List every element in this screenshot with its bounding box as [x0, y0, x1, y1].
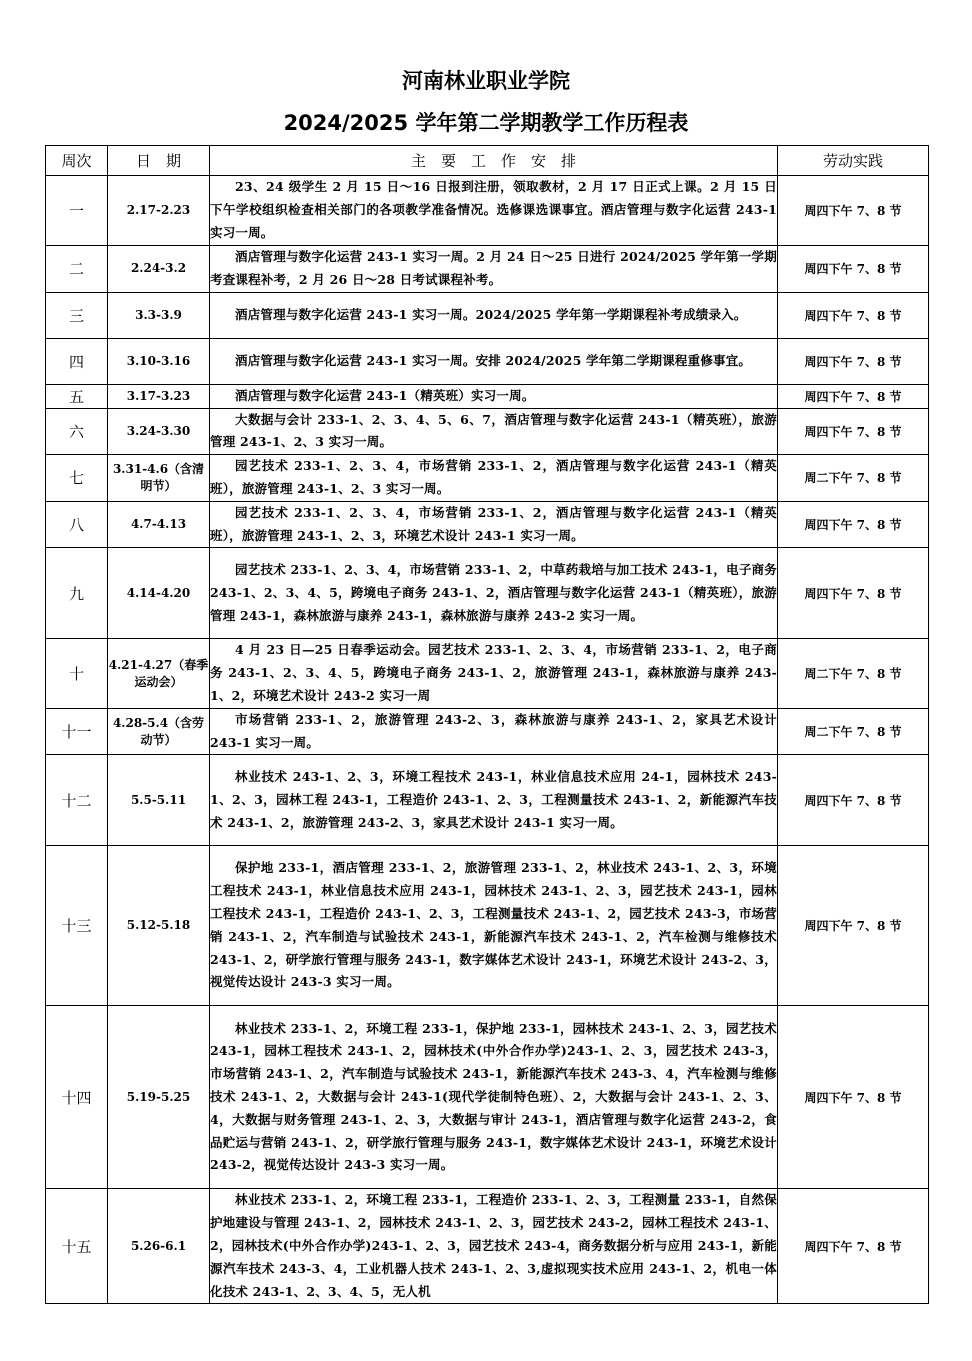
labor-cell: 周四下午 7、8 节 [778, 384, 929, 408]
labor-cell: 周四下午 7、8 节 [778, 292, 929, 338]
labor-cell: 周四下午 7、8 节 [778, 548, 929, 639]
week-cell: 三 [46, 292, 108, 338]
task-text: 酒店管理与数字化运营 243-1 实习一周。安排 2024/2025 学年第二学期课程重修事宜。 [235, 352, 752, 368]
week-cell: 七 [46, 455, 108, 502]
week-cell: 四 [46, 338, 108, 384]
task-text: 23、24 级学生 2 月 15 日～16 日报到注册，领取教材，2 月 17 日正式上课。2 月 15 日下午学校组织检查相关部门的各项教学准备情况。选修课选课事宜。酒店管理与数字化运营 243-1 实习一周。 [210, 179, 777, 240]
labor-cell: 周四下午 7、8 节 [778, 338, 929, 384]
task-cell [210, 176, 778, 246]
task-cell [210, 1189, 778, 1304]
date-cell: 3.10-3.16 [108, 338, 210, 384]
task-text: 大数据与会计 233-1、2、3、4、5、6、7，酒店管理与数字化运营 243-1（精英班），旅游管理 243-1、2、3 实习一周。 [210, 411, 777, 450]
week-cell: 九 [46, 548, 108, 639]
task-text: 酒店管理与数字化运营 243-1 实习一周。2 月 24 日～25 日进行 2024/2025 学年第一学期考查课程补考，2 月 26 日～28 日考试课程补考。 [210, 249, 777, 287]
schedule-table [45, 145, 929, 1304]
table-row [46, 384, 929, 408]
header-labor: 劳动实践 [778, 146, 929, 176]
task-text: 林业技术 233-1、2，环境工程 233-1，保护地 233-1，园林技术 243-1、2、3，园艺技术 243-1，园林工程技术 243-1、2，园林技术(中外合作办学)243-1、2、3，园艺技术 243-3，市场营销 243-1、2，汽车制造与试验技术 243-1，新能源汽车技术 243-3、4，汽车检测与维修技术 243-1、2，大数据与会计 243-1(现代学徒制特色班）、2，大数据与会计 243-1、2、3、4，大数据与财务管理 243-1、2、3，大数据与审计 243-1，酒店管理与数字化运营 243-2，食品贮运与营销 243-1、2，研学旅行管理与服务 243-1，数字媒体艺术设计 243-1，环境艺术设计 243-2，视觉传达设计 243-3 实习一周。 [210, 1020, 777, 1173]
week-cell: 十一 [46, 708, 108, 755]
week-cell: 十 [46, 639, 108, 708]
week-cell: 十二 [46, 755, 108, 846]
task-cell [210, 708, 778, 755]
task-cell [210, 501, 778, 548]
labor-cell: 周四下午 7、8 节 [778, 1006, 929, 1189]
labor-cell: 周二下午 7、8 节 [778, 455, 929, 502]
table-row [46, 501, 929, 548]
task-text: 酒店管理与数字化运营 243-1 实习一周。2024/2025 学年第一学期课程补考成绩录入。 [235, 306, 747, 322]
task-text: 林业技术 243-1、2、3，环境工程技术 243-1，林业信息技术应用 24-1，园林技术 243-1、2、3，园林工程 243-1，工程造价 243-1、2、3，工程测量技术 243-1、2，新能源汽车技术 243-1、2，旅游管理 243-2、3，家具艺术设计 243-1 实习一周。 [210, 769, 777, 830]
table-row [46, 176, 929, 246]
task-cell [210, 338, 778, 384]
task-text: 园艺技术 233-1、2、3、4，市场营销 233-1、2，酒店管理与数字化运营 243-1（精英班），旅游管理 243-1、2、3 实习一周。 [210, 458, 777, 496]
table-row [46, 338, 929, 384]
task-text: 市场营销 233-1、2，旅游管理 243-2、3，森林旅游与康养 243-1、2，家具艺术设计 243-1 实习一周。 [210, 711, 777, 750]
task-cell [210, 384, 778, 408]
table-row [46, 548, 929, 639]
header-week: 周次 [46, 146, 108, 176]
date-cell: 2.24-3.2 [108, 246, 210, 293]
table-row [46, 708, 929, 755]
labor-cell: 周四下午 7、8 节 [778, 755, 929, 846]
table-row [46, 639, 929, 708]
document-title: 河南林业职业学院 [402, 69, 570, 93]
labor-cell: 周四下午 7、8 节 [778, 408, 929, 455]
week-cell: 六 [46, 408, 108, 455]
date-cell: 2.17-2.23 [108, 176, 210, 246]
header-date: 日 期 [108, 146, 210, 176]
labor-cell: 周四下午 7、8 节 [778, 1189, 929, 1304]
table-row [46, 292, 929, 338]
date-cell: 3.24-3.30 [108, 408, 210, 455]
task-cell [210, 408, 778, 455]
date-cell: 4.14-4.20 [108, 548, 210, 639]
table-row [46, 455, 929, 502]
date-cell: 3.31-4.6（含清明节） [108, 455, 210, 502]
week-cell: 五 [46, 384, 108, 408]
task-text: 林业技术 233-1、2，环境工程 233-1，工程造价 233-1、2、3，工程测量 233-1，自然保护地建设与管理 243-1、2，园林技术 243-1、2、3，园艺技术 243-2，园林工程技术 243-1、2，园林技术(中外合作办学)243-1、2、3，园艺技术 243-4，商务数据分析与应用 243-1，新能源汽车技术 243-3、4，工业机器人技术 243-1、2、3,虚拟现实技术应用 243-1、2，机电一体化技术 243-1、2、3、4、5，无人机 [210, 1192, 777, 1299]
table-row [46, 408, 929, 455]
labor-cell: 周四下午 7、8 节 [778, 501, 929, 548]
task-text: 园艺技术 233-1、2、3、4，市场营销 233-1、2，中草药栽培与加工技术 243-1，电子商务 243-1、2、3、4、5，跨境电子商务 243-1、2，酒店管理与数字化运营 243-1（精英班），旅游管理 243-1，森林旅游与康养 243-1，森林旅游与康养 243-2 实习一周。 [210, 562, 777, 623]
task-cell [210, 755, 778, 846]
week-cell: 十四 [46, 1006, 108, 1189]
labor-cell: 周二下午 7、8 节 [778, 708, 929, 755]
table-row [46, 1006, 929, 1189]
task-text: 4 月 23 日—25 日春季运动会。园艺技术 233-1、2、3、4，市场营销 233-1、2，电子商务 243-1、2、3、4、5，跨境电子商务 243-1、2，旅游管理 243-1，森林旅游与康养 243-1、2，环境艺术设计 243-2 实习一周 [210, 642, 777, 703]
date-cell: 4.7-4.13 [108, 501, 210, 548]
date-cell: 4.28-5.4（含劳动节） [108, 708, 210, 755]
labor-cell: 周四下午 7、8 节 [778, 246, 929, 293]
task-cell [210, 846, 778, 1006]
table-row [46, 755, 929, 846]
task-cell [210, 639, 778, 708]
week-cell: 十五 [46, 1189, 108, 1304]
task-cell [210, 1006, 778, 1189]
document-subtitle: 2024/2025 学年第二学期教学工作历程表 [283, 111, 689, 135]
task-text: 园艺技术 233-1、2、3、4，市场营销 233-1、2，酒店管理与数字化运营 243-1（精英班），旅游管理 243-1、2、3，环境艺术设计 243-1 实习一周。 [210, 504, 777, 543]
task-cell [210, 455, 778, 502]
week-cell: 一 [46, 176, 108, 246]
date-cell: 5.5-5.11 [108, 755, 210, 846]
table-row [46, 246, 929, 293]
week-cell: 八 [46, 501, 108, 548]
date-cell: 5.12-5.18 [108, 846, 210, 1006]
week-cell: 二 [46, 246, 108, 293]
table-row [46, 846, 929, 1006]
task-text: 酒店管理与数字化运营 243-1（精英班）实习一周。 [235, 387, 535, 403]
date-cell: 3.17-3.23 [108, 384, 210, 408]
table-row [46, 1189, 929, 1304]
date-cell: 5.19-5.25 [108, 1006, 210, 1189]
task-cell [210, 246, 778, 293]
date-cell: 3.3-3.9 [108, 292, 210, 338]
task-cell [210, 548, 778, 639]
task-text: 保护地 233-1，酒店管理 233-1、2，旅游管理 233-1、2，林业技术 243-1、2、3，环境工程技术 243-1，林业信息技术应用 243-1，园林技术 243-1、2、3，园艺技术 243-1，园林工程技术 243-1，工程造价 243-1、2、3，工程测量技术 243-1、2，园艺技术 243-3，市场营销 243-1、2，汽车制造与试验技术 243-1，新能源汽车技术 243-1、2，汽车检测与维修技术 243-1、2，研学旅行管理与服务 243-1，数字媒体艺术设计 243-1，环境艺术设计 243-2、3，视觉传达设计 243-3 实习一周。 [210, 860, 777, 990]
labor-cell: 周四下午 7、8 节 [778, 176, 929, 246]
labor-cell: 周四下午 7、8 节 [778, 846, 929, 1006]
week-cell: 十三 [46, 846, 108, 1006]
task-cell [210, 292, 778, 338]
labor-cell: 周二下午 7、8 节 [778, 639, 929, 708]
header-row [46, 146, 929, 176]
header-task: 主 要 工 作 安 排 [210, 146, 778, 176]
date-cell: 4.21-4.27（春季运动会） [108, 639, 210, 708]
date-cell: 5.26-6.1 [108, 1189, 210, 1304]
